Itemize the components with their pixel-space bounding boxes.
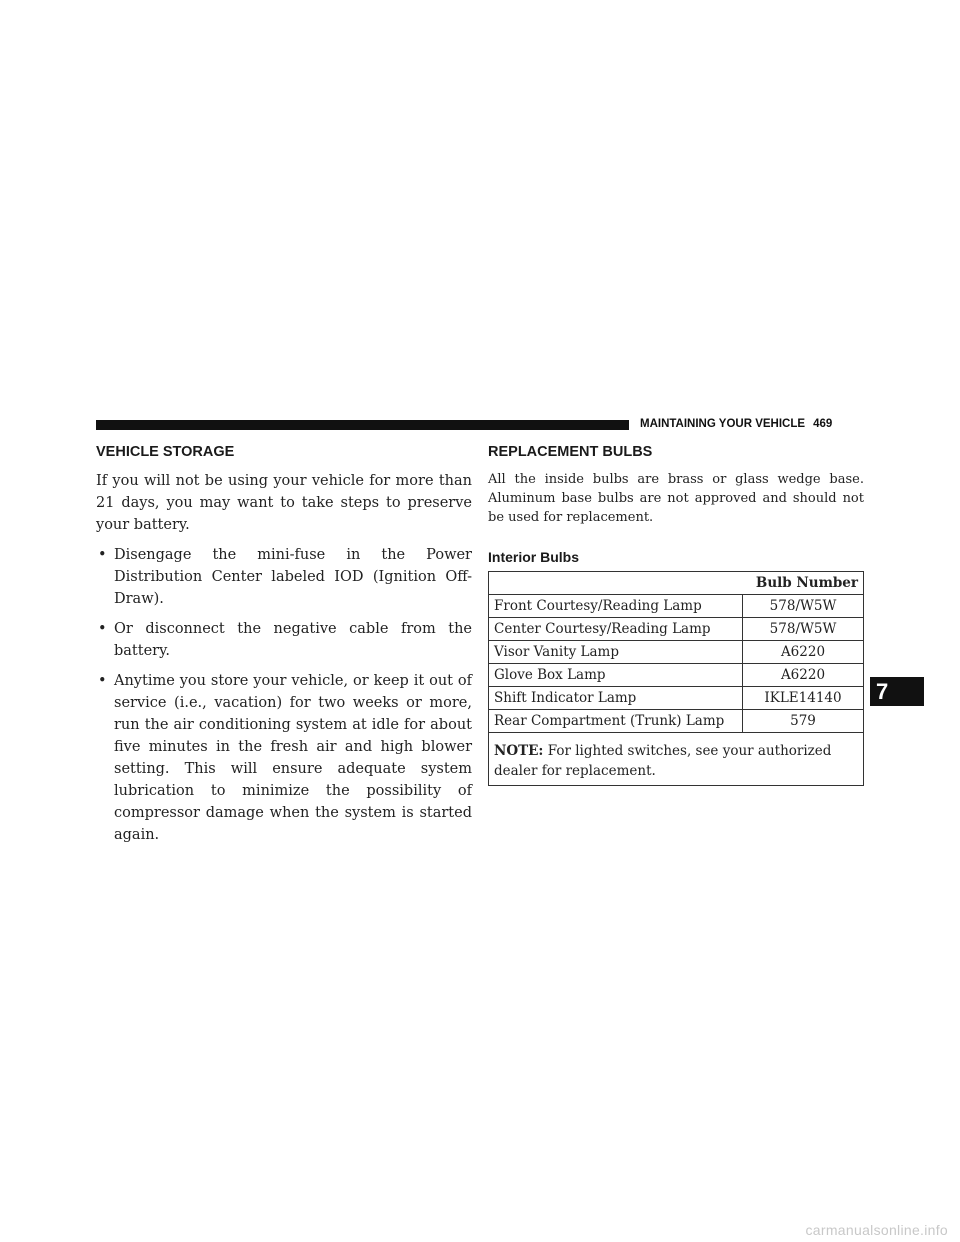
list-item — [96, 670, 472, 846]
bulb-number-header: Bulb Number — [489, 572, 864, 595]
table-row — [489, 687, 864, 710]
replacement-bulbs-intro: All the inside bulbs are brass or glass wedge base. Aluminum base bulbs are not approved and should not be used for replacement. — [488, 472, 864, 525]
table-row — [489, 641, 864, 664]
bulb-number: 578/W5W — [743, 618, 864, 641]
interior-bulbs-table — [488, 571, 864, 786]
bulb-number: IKLE14140 — [743, 687, 864, 710]
bullet-icon: • — [98, 673, 107, 689]
left-column — [96, 444, 472, 854]
bulb-number: 578/W5W — [743, 595, 864, 618]
interior-bulbs-heading: Interior Bulbs — [488, 549, 580, 565]
chapter-tab: 7 — [870, 677, 924, 706]
vehicle-storage-heading: VEHICLE STORAGE — [96, 444, 235, 460]
bullet-text: Anytime you store your vehicle, or keep it out of service (i.e., vacation) for two weeks or more, run the air conditioning system at idle for about five minutes in the fresh air and high blower setting. This will ensure adequate system lubrication to minimize the possibility of compressor damage when the system is started again. — [114, 673, 472, 843]
lamp-name: Center Courtesy/Reading Lamp — [489, 618, 743, 641]
bulb-number: A6220 — [743, 664, 864, 687]
header-rule — [96, 420, 629, 430]
replacement-bulbs-heading: REPLACEMENT BULBS — [488, 444, 653, 460]
bullet-icon: • — [98, 621, 107, 637]
table-row — [489, 664, 864, 687]
bullet-text: Or disconnect the negative cable from the battery. — [114, 621, 472, 659]
lamp-name: Glove Box Lamp — [489, 664, 743, 687]
right-column — [488, 444, 864, 786]
table-row — [489, 618, 864, 641]
lamp-name: Visor Vanity Lamp — [489, 641, 743, 664]
bullet-icon: • — [98, 547, 107, 563]
bullet-text: Disengage the mini-fuse in the Power Distribution Center labeled IOD (Ignition Off-Draw). — [114, 547, 472, 607]
vehicle-storage-intro: If you will not be using your vehicle for more than 21 days, you may want to take steps to preserve your battery. — [96, 473, 472, 533]
list-item — [96, 544, 472, 610]
section-title: MAINTAINING YOUR VEHICLE — [640, 418, 806, 430]
running-header — [640, 418, 832, 430]
watermark: carmanualsonline.info — [805, 1222, 948, 1238]
note-label: NOTE: — [494, 743, 544, 759]
table-row — [489, 710, 864, 733]
bulb-number: 579 — [743, 710, 864, 733]
table-note — [489, 733, 864, 786]
bulb-number: A6220 — [743, 641, 864, 664]
lamp-name: Rear Compartment (Trunk) Lamp — [489, 710, 743, 733]
list-item — [96, 618, 472, 662]
lamp-name: Front Courtesy/Reading Lamp — [489, 595, 743, 618]
lamp-name: Shift Indicator Lamp — [489, 687, 743, 710]
note-text: For lighted switches, see your authorized dealer for replacement. — [494, 743, 832, 779]
table-row — [489, 595, 864, 618]
table-header-row — [489, 572, 864, 595]
page-number: 469 — [813, 418, 833, 430]
table-note-row — [489, 733, 864, 786]
storage-bullet-list — [96, 544, 472, 846]
